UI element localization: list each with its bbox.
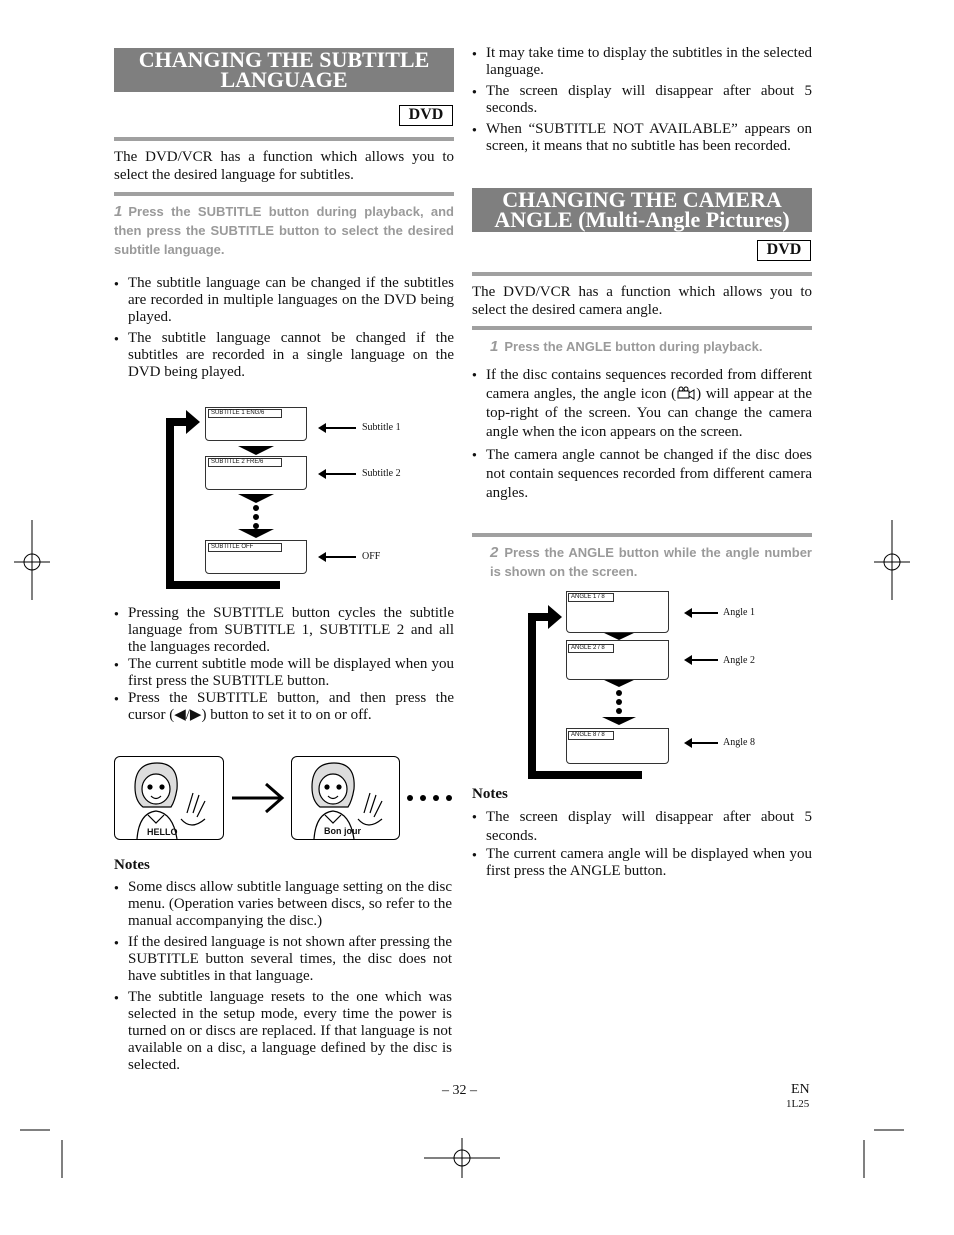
list-item: ● The camera angle cannot be changed if the disc does not contain sequences recorded from different camera angles. (472, 446, 812, 503)
list-item: ● If the desired language is not shown after pressing the SUBTITLE button several times, the disc does not have subtitles in that language. (114, 934, 452, 985)
step-number: 1 (114, 203, 123, 220)
dvd-badge: DVD (757, 240, 811, 261)
title-line-2: ANGLE (Multi-Angle Pictures) (494, 207, 790, 232)
divider (472, 533, 812, 537)
list-item: ● The current subtitle mode will be displayed when you first press the SUBTITLE button. (114, 656, 454, 690)
list-item: ● Pressing the SUBTITLE button cycles the subtitle language from SUBTITLE 1, SUBTITLE 2 and all the languages recorded. (114, 605, 454, 656)
divider (472, 272, 812, 276)
section-title-subtitle (114, 48, 454, 92)
language-code: EN (791, 1082, 810, 1097)
callout-angle-1: Angle 1 (723, 607, 755, 618)
list-item: ● Some discs allow subtitle language setting on the disc menu. (Operation varies between discs, so refer to the manual accompanying the disc.) (114, 879, 452, 930)
page-number: – 32 – (442, 1083, 477, 1098)
intro-text: The DVD/VCR has a function which allows you to select the desired language for subtitles. (114, 149, 454, 183)
title-line-1: CHANGING THE SUBTITLE (138, 47, 430, 72)
list-item: ● The current camera angle will be displayed when you first press the ANGLE button. (472, 846, 812, 880)
section-title-camera-angle (472, 188, 812, 232)
subtitle-bullets-1 (114, 275, 454, 385)
camera-angle-icon (676, 386, 696, 400)
arrow-right-icon (230, 780, 286, 816)
intro-text: The DVD/VCR has a function which allows you to select the desired camera angle. (472, 284, 812, 318)
angle-bullets (472, 366, 812, 507)
notes-heading: Notes (472, 786, 508, 802)
list-item: ● It may take time to display the subtitles in the selected language. (472, 45, 812, 79)
screen-label: ANGLE 8 / 8 (568, 731, 614, 740)
screen-label: ANGLE 1 / 8 (568, 593, 614, 602)
bullet-text-b: ) will appear at the top-right of the screen. You can change the camera angle when the icon appears on the screen. (486, 386, 812, 440)
notes-heading: Notes (114, 857, 150, 873)
subtitle-bullets-2 (114, 605, 454, 728)
screen-label: SUBTITLE 1 ENG/6 (208, 409, 282, 418)
callout-off: OFF (362, 551, 381, 562)
model-code: 1L25 (786, 1098, 810, 1110)
divider (472, 326, 812, 330)
illustration-panel-bonjour (291, 756, 400, 840)
screen-label: ANGLE 2 / 8 (568, 644, 614, 653)
title-line-2: LANGUAGE (220, 67, 348, 92)
callout-subtitle-1: Subtitle 1 (362, 422, 401, 433)
callout-subtitle-2: Subtitle 2 (362, 468, 401, 479)
step-1 (490, 337, 812, 356)
ellipsis-dots-icon (405, 792, 455, 804)
list-item: ● The subtitle language cannot be changed if the subtitles are recorded in a single language on the DVD being played. (114, 330, 454, 381)
bullet-text-a: If the disc contains sequences recorded from different camera angles, the angle icon ( (486, 367, 812, 402)
list-item: ● The screen display will disappear after about 5 seconds. (472, 808, 812, 846)
list-item: ● The subtitle language can be changed if the subtitles are recorded in multiple languages on the DVD being played. (114, 275, 454, 326)
divider (114, 137, 454, 141)
subtitle-notes (114, 879, 452, 1078)
list-item (472, 366, 812, 442)
list-item: ● Press the SUBTITLE button, and then press the cursor (◀/▶) button to set it to on or off. (114, 690, 454, 724)
callout-angle-2: Angle 2 (723, 655, 755, 666)
list-item: ● The screen display will disappear after about 5 seconds. (472, 83, 812, 117)
angle-notes (472, 808, 812, 884)
step-text: Press the ANGLE button while the angle number is shown on the screen. (490, 545, 812, 579)
subtitle-top-bullets (472, 45, 812, 159)
caption-bonjour: Bon jour (324, 826, 361, 836)
step-1 (114, 202, 454, 259)
illustration-panel-hello (114, 756, 224, 840)
step-text: Press the SUBTITLE button during playback, and then press the SUBTITLE button to select the desired subtitle language. (114, 204, 454, 257)
list-item: ● When “SUBTITLE NOT AVAILABLE” appears on screen, it means that no subtitle has been recorded. (472, 121, 812, 155)
screen-label: SUBTITLE 2 FRE/6 (208, 458, 282, 467)
dvd-badge: DVD (399, 105, 453, 126)
step-text: Press the ANGLE button during playback. (504, 339, 763, 354)
step-number: 1 (490, 338, 499, 355)
step-number: 2 (490, 544, 499, 561)
screen-label: SUBTITLE OFF (208, 543, 282, 552)
step-2 (490, 543, 812, 581)
divider (114, 192, 454, 196)
caption-hello: HELLO (147, 827, 178, 837)
title-line-1: CHANGING THE CAMERA (502, 187, 782, 212)
callout-angle-8: Angle 8 (723, 737, 755, 748)
list-item: ● The subtitle language resets to the one which was selected in the setup mode, every time the power is turned on or discs are replaced. If that language is not available on a disc, a language defined by the disc is selected. (114, 989, 452, 1074)
